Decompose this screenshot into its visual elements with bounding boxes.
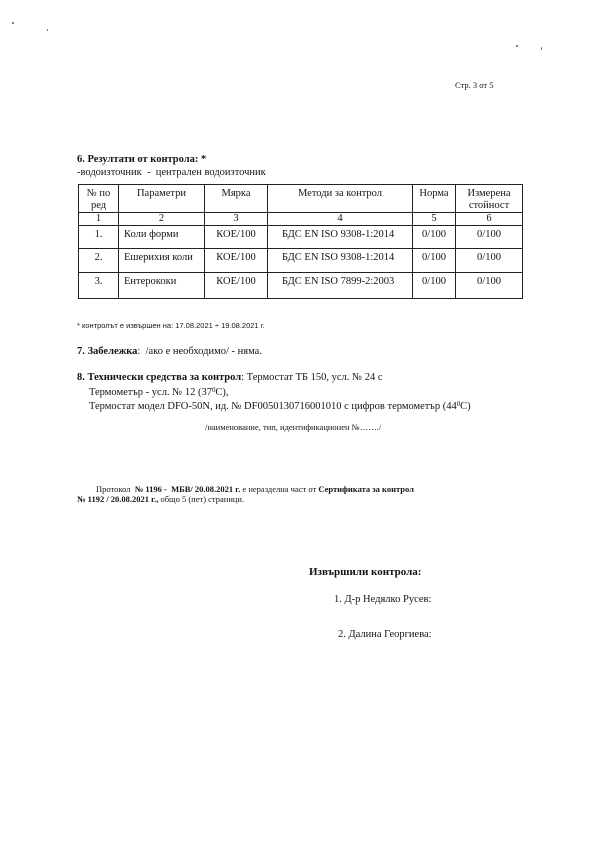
header-methods: Методи за контрол [268,185,413,213]
page-number: Стр. 3 от 5 [455,80,494,90]
certificate-label: Сертификата за контрол [318,484,414,494]
column-number: 1 [79,213,119,226]
header-unit: Мярка [205,185,268,213]
section-7-text: : /ако е необходимо/ - няма. [137,346,262,357]
section-8-label: 8. Технически средства за контрол [77,372,242,383]
cell-method: БДС EN ISO 9308-1:2014 [268,249,413,273]
header-parameters: Параметри [119,185,205,213]
header-measured-value: Измерена стойност [456,185,523,213]
section-8-line-2 [89,386,228,399]
table-row [79,273,523,299]
section-8-text: : Термостат ТБ 150, усл. № 24 с [241,372,383,383]
thermostat-text: Термостат модел DFO-50N, ид. № DF0050130716001010 с цифров термометър (44 [89,401,457,412]
column-number: 6 [456,213,523,226]
degree-superscript: 0 [456,400,461,408]
section-7-remark [77,345,262,358]
section-7-label: 7. Забележка [77,346,138,357]
header-row-number: № по ред [79,185,119,213]
scan-speck [47,29,48,31]
protocol-suffix: общо 5 (пет) страници. [158,494,245,504]
results-table [78,184,523,299]
signer-name: 2. Далина Георгиева: [338,629,432,640]
degree-superscript: 0 [211,386,216,394]
scan-speck [541,47,542,50]
cell-method: БДС EN ISO 9308-1:2014 [268,226,413,249]
protocol-line-2 [77,493,244,506]
cell-row-number: 2. [79,249,119,273]
cell-unit: КОЕ/100 [205,226,268,249]
signatures-heading: Извършили контрола: [309,566,422,578]
protocol-prefix: Протокол [96,484,131,494]
column-number: 4 [268,213,413,226]
signer-name: 1. Д-р Недялко Русев: [334,594,432,605]
section-8-line-1 [77,371,382,384]
protocol-middle: е неразделна част от [240,484,319,494]
equipment-caption: /наименование, тип, идентификационен №……./ [205,422,382,432]
cell-measured-value: 0/100 [456,249,523,273]
thermometer-text-end: C), [215,387,229,398]
cell-norm: 0/100 [413,249,456,273]
cell-row-number: 3. [79,273,119,299]
column-number: 2 [119,213,205,226]
cell-row-number: 1. [79,226,119,249]
water-source-line: -водоизточник - централен водоизточник [77,167,266,178]
cell-parameter: Ешерихия коли [119,249,205,273]
table-header-row [79,185,523,213]
scan-speck [516,45,518,47]
column-number-row [79,213,523,226]
table-row [79,226,523,249]
cell-norm: 0/100 [413,273,456,299]
cell-method: БДС EN ISO 7899-2:2003 [268,273,413,299]
cell-norm: 0/100 [413,226,456,249]
header-norm: Норма [413,185,456,213]
table-row [79,249,523,273]
thermometer-text: Термометър - усл. № 12 (37 [89,387,212,398]
column-number: 3 [205,213,268,226]
thermostat-text-end: C) [460,401,471,412]
cell-parameter: Коли форми [119,226,205,249]
certificate-ref: № 1192 / 20.08.2021 г., [77,494,159,504]
column-number: 5 [413,213,456,226]
scan-speck [12,22,14,24]
cell-parameter: Ентерококи [119,273,205,299]
section-8-line-3 [89,400,471,413]
cell-unit: КОЕ/100 [205,249,268,273]
control-dates-footnote: * контролът е извършен на: 17.08.2021 ÷ 19.08.2021 г. [77,321,265,330]
section-6-heading: 6. Резултати от контрола: * [77,154,207,165]
protocol-ref: № 1196 - МБВ/ 20.08.2021 г. [134,484,241,494]
cell-measured-value: 0/100 [456,226,523,249]
cell-unit: КОЕ/100 [205,273,268,299]
cell-measured-value: 0/100 [456,273,523,299]
